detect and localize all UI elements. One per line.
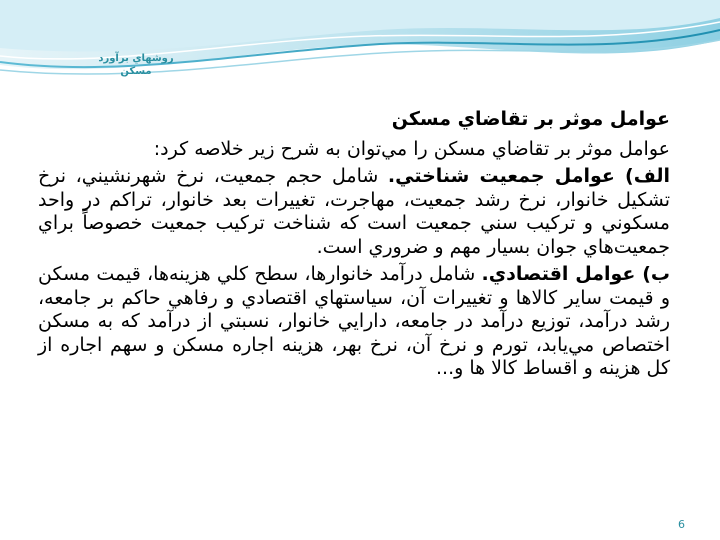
section-b-text: شامل درآمد خانوارها، سطح كلي هزينه‌ها، قيمت مسكن و قيمت ساير كالاها و تغييرات آن، سياستهاي اقتصادي و رفاهي حاكم بر جامعه، رشد درآمد، توزيع درآمد در جامعه، دارايي خانوار، نسبتي از درآمد كه به مسكن اختصاص مي‌يابد، تورم و نرخ آن، نرخ بهر، هزينه اجاره مسكن و سهم اجاره از كل هزينه و اقساط كالا ها و... <box>38 263 670 379</box>
section-b-paragraph <box>38 263 670 381</box>
section-a-paragraph <box>38 165 670 259</box>
section-a-lead: الف) عوامل جمعيت شناختي. <box>387 165 671 187</box>
slide-content <box>38 108 670 385</box>
section-b-lead: ب) عوامل اقتصادي. <box>481 263 670 285</box>
header-title <box>86 52 186 78</box>
content-heading: عوامل موثر بر تقاضاي مسكن <box>391 108 670 130</box>
intro-paragraph: عوامل موثر بر تقاضاي مسكن را مي‌توان به شرح زير خلاصه كرد: <box>153 137 670 160</box>
header-title-line2: مسكن <box>120 66 152 77</box>
section-a-text: شامل حجم جمعيت، نرخ شهرنشيني، نرخ تشكيل خانوار، نرخ رشد جمعيت، مهاجرت، تغييرات بعد خانوار، تراكم در واحد مسكوني و تركيب سني جمعيت است كه شناخت تركيب جمعيت خصوصاً براي جمعيت‌هاي جوان بسيار مهم و ضروري است. <box>38 165 670 258</box>
header-title-line1: روشهاي برآورد <box>98 53 174 64</box>
slide-number: 6 <box>678 518 685 531</box>
